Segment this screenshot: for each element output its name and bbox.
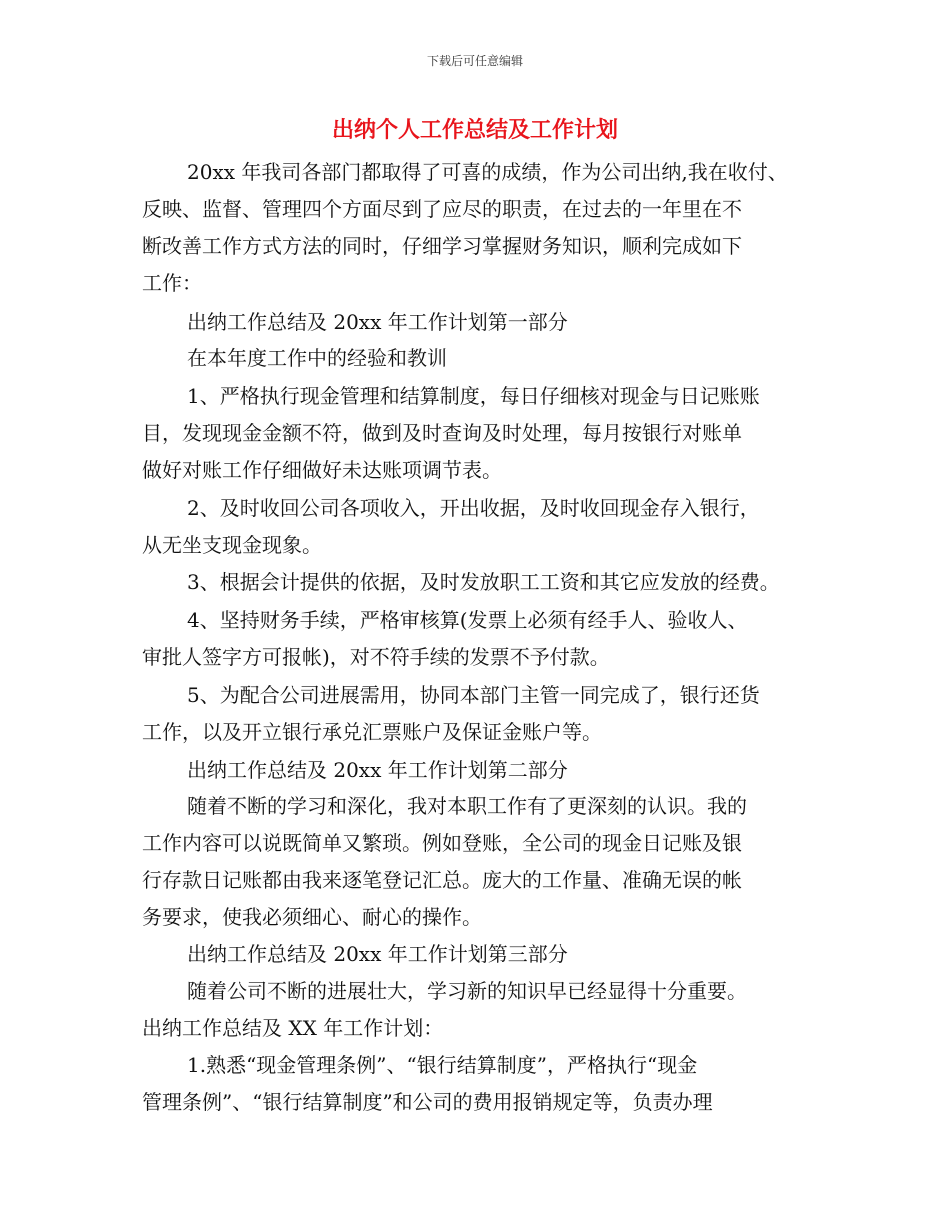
- body-line: 目，发现现金金额不符，做到及时查询及时处理，每月按银行对账单: [142, 421, 742, 445]
- section-heading: 出纳工作总结及 20xx 年工作计划第三部分: [187, 942, 568, 966]
- body-line: 审批人签字方可报帐)，对不符手续的发票不予付款。: [142, 645, 610, 669]
- body-line: 20xx 年我司各部门都取得了可喜的成绩，作为公司出纳,我在收付、: [187, 160, 788, 184]
- body-line: 随着公司不断的进展壮大，学习新的知识早已经显得十分重要。: [187, 979, 747, 1003]
- body-line: 管理条例”、“银行结算制度”和公司的费用报销规定等，负责办理: [142, 1090, 713, 1114]
- body-line: 1.熟悉“现金管理条例”、“银行结算制度”，严格执行“现金: [187, 1053, 698, 1077]
- body-line: 工作内容可以说既简单又繁琐。例如登账，全公司的现金日记账及银: [142, 831, 742, 855]
- page-header: 下载后可任意编辑: [426, 54, 523, 68]
- body-line: 5、为配合公司进展需用，协同本部门主管一同完成了，银行还货: [187, 683, 760, 707]
- body-line: 做好对账工作仔细做好未达账项调节表。: [142, 458, 502, 482]
- section-heading: 出纳工作总结及 20xx 年工作计划第一部分: [187, 310, 568, 334]
- body-line: 3、根据会计提供的依据，及时发放职工工资和其它应发放的经费。: [187, 570, 780, 594]
- body-line: 出纳工作总结及 XX 年工作计划：: [142, 1016, 444, 1040]
- body-line: 从无坐支现金现象。: [142, 533, 322, 557]
- body-line: 务要求，使我必须细心、耐心的操作。: [142, 905, 482, 929]
- body-line: 4、坚持财务手续，严格审核算(发票上必须有经手人、验收人、: [187, 608, 748, 632]
- body-line: 2、及时收回公司各项收入，开出收据，及时收回现金存入银行，: [187, 496, 760, 520]
- body-line: 行存款日记账都由我来逐笔登记汇总。庞大的工作量、准确无误的帐: [142, 868, 742, 892]
- document-title: 出纳个人工作总结及工作计划: [331, 118, 618, 143]
- body-line: 1、严格执行现金管理和结算制度，每日仔细核对现金与日记账账: [187, 384, 760, 408]
- body-line: 断改善工作方式方法的同时，仔细学习掌握财务知识，顺利完成如下: [142, 234, 742, 258]
- body-line: 工作，以及开立银行承兑汇票账户及保证金账户等。: [142, 720, 602, 744]
- body-line: 工作：: [142, 271, 202, 295]
- body-line: 在本年度工作中的经验和教训: [187, 346, 447, 370]
- section-heading: 出纳工作总结及 20xx 年工作计划第二部分: [187, 758, 568, 782]
- body-line: 反映、监督、管理四个方面尽到了应尽的职责，在过去的一年里在不: [142, 197, 742, 221]
- body-line: 随着不断的学习和深化，我对本职工作有了更深刻的认识。我的: [187, 794, 747, 818]
